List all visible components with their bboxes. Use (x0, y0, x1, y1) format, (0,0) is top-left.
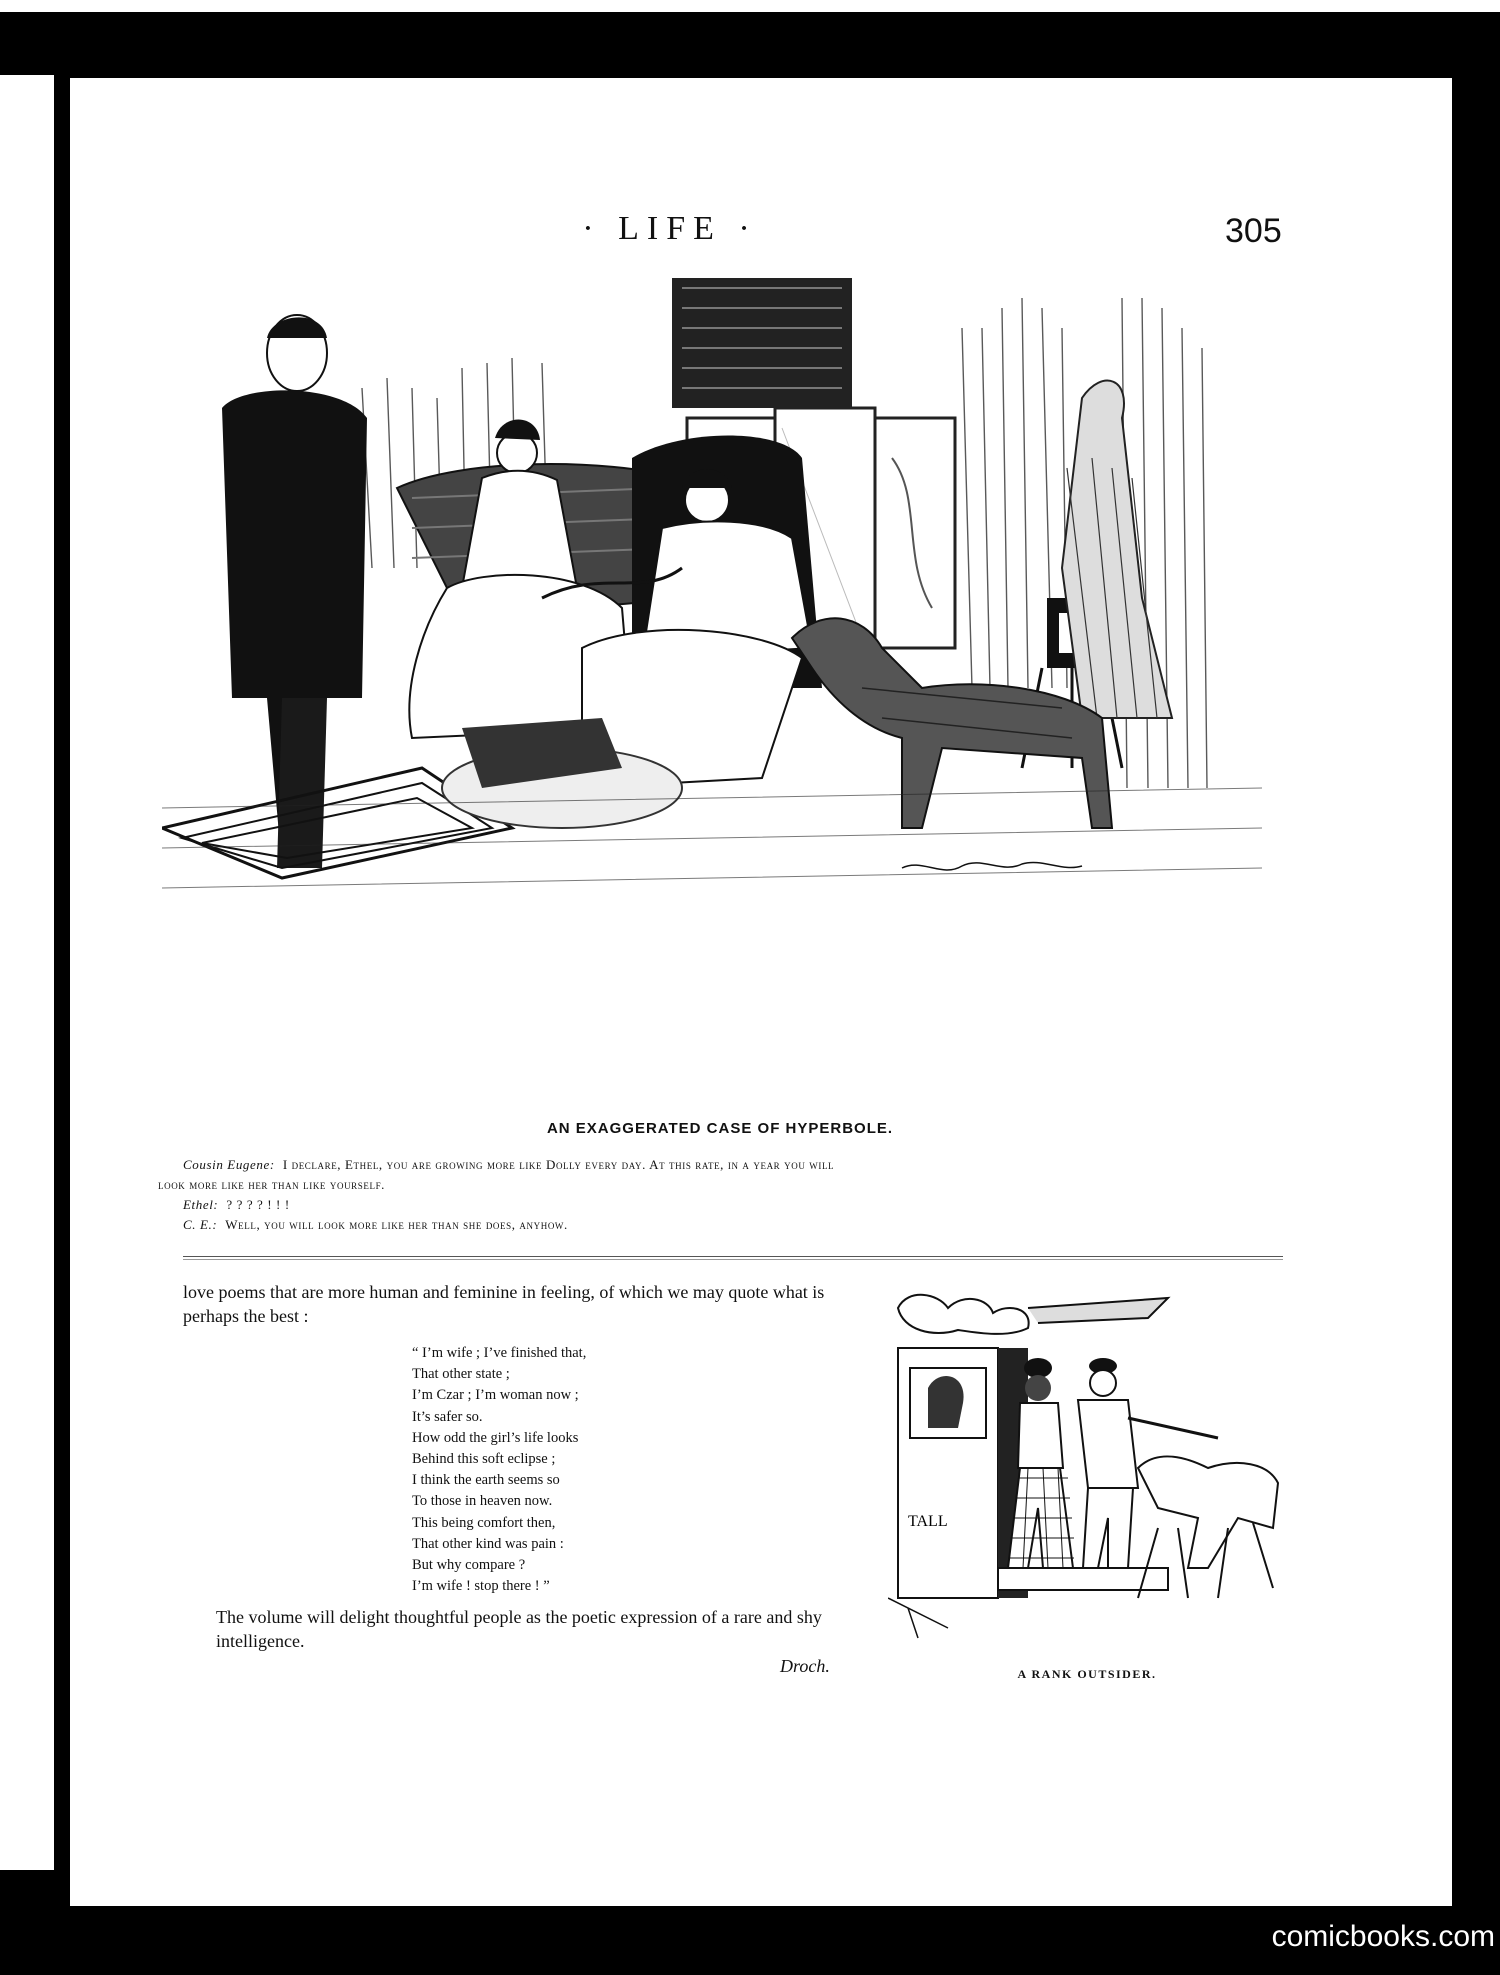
speaker-cousin-eugene: Cousin Eugene: (183, 1157, 275, 1172)
review-closing (183, 1605, 863, 1653)
poem-line: That other state ; (412, 1366, 510, 1383)
poem-line: That other kind was pain : (412, 1535, 564, 1552)
dialogue-text: Well, you will look more like her than she does, anyhow. (225, 1217, 568, 1232)
dialogue-text: look more like her than like yourself. (158, 1177, 386, 1192)
poem-line: To those in heaven now. (412, 1493, 553, 1510)
poem-block (412, 1343, 772, 1597)
closing-paragraph: The volume will delight thoughtful people as the poetic expression of a rare and shy intelligence. (216, 1607, 822, 1651)
poem-line: But why compare ? (412, 1557, 526, 1574)
author-signature: Droch. (780, 1656, 830, 1676)
dialogue-line (183, 1155, 1293, 1175)
speaker-ethel: Ethel: (183, 1197, 219, 1212)
facing-page-edge (0, 75, 54, 1870)
speaker-ce: C. E.: (183, 1217, 218, 1232)
dialogue-line (183, 1195, 1293, 1215)
dialogue-block (158, 1155, 1293, 1235)
poem-line: How odd the girl’s life looks (412, 1429, 579, 1446)
poem-line: I’m wife ! stop there ! ” (412, 1578, 550, 1595)
poem-line: “ I’m wife ; I’ve finished that, (412, 1345, 587, 1361)
section-divider (183, 1256, 1283, 1260)
parlor-scene-illustration (162, 268, 1262, 1068)
train-platform-cartoon (888, 1268, 1286, 1646)
page-number: 305 (1225, 212, 1282, 250)
main-caption-title: AN EXAGGERATED CASE OF HYPERBOLE. (546, 1120, 894, 1137)
poem-line: This being comfort then, (412, 1514, 556, 1531)
train-car-sign: TALL (908, 1513, 948, 1530)
poem-line: It’s safer so. (412, 1408, 483, 1425)
dialogue-text: ? ? ? ? ! ! ! (226, 1197, 290, 1212)
review-intro: love poems that are more human and feminine in feeling, of which we may quote what is perhaps the best : (183, 1282, 825, 1326)
dialogue-text: I declare, Ethel, you are growing more like Dolly every day. At this rate, in a year you will (282, 1157, 835, 1172)
poem-line: I think the earth seems so (412, 1472, 560, 1489)
dialogue-line (158, 1175, 1293, 1195)
poem-line: I’m Czar ; I’m woman now ; (412, 1387, 579, 1404)
masthead: · LIFE · (582, 210, 758, 247)
scan-top-edge (0, 0, 1500, 12)
poem-line: Behind this soft eclipse ; (412, 1451, 556, 1468)
small-cartoon-caption: A RANK OUTSIDER. (1017, 1667, 1157, 1681)
dialogue-line (183, 1215, 1293, 1235)
watermark: comicbooks.com (1271, 1920, 1495, 1953)
